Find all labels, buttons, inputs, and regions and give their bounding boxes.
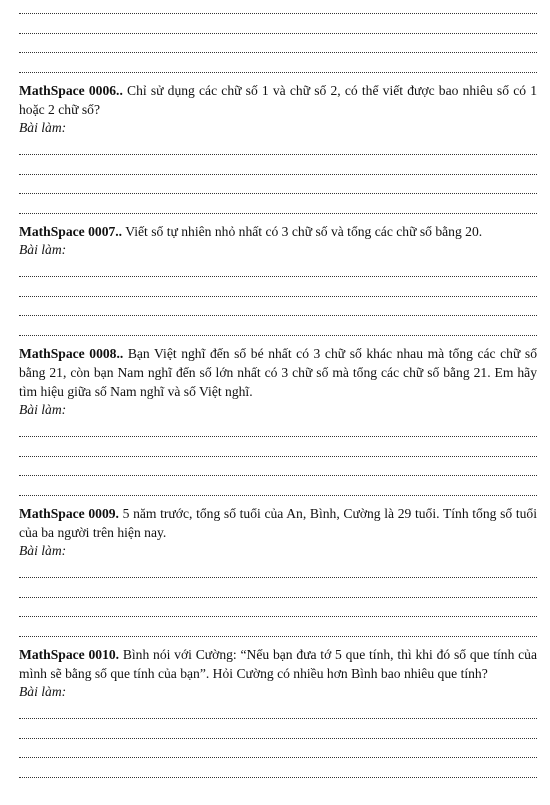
answer-line	[19, 14, 537, 34]
problem-text: Bạn Việt nghĩ đến số bé nhất có 3 chữ số khác nhau mà tổng các chữ số bằng 21, còn bạn Nam nghĩ đến số lớn nhất có 3 chữ số mà tổng các chữ số bằng 21. Em hãy tìm hiệu giữa số Nam nghĩ và số Việt nghĩ.	[19, 345, 537, 399]
problem-0006	[19, 81, 537, 119]
problem-text: Viết số tự nhiên nhỏ nhất có 3 chữ số và tổng các chữ số bằng 20.	[122, 223, 483, 239]
problem-0009	[19, 504, 537, 542]
top-answer-lines	[19, 0, 537, 73]
problem-0007	[19, 222, 537, 241]
problem-text: Bình nói với Cường: “Nếu bạn đưa tớ 5 que tính, thì khi đó số que tính của mình sẽ bằng số que tính của bạn”. Hỏi Cường có nhiều hơn Bình bao nhiêu que tính?	[19, 646, 538, 681]
answer-line	[19, 316, 537, 336]
answer-lines[interactable]	[19, 136, 537, 214]
problem-id: MathSpace 0009.	[19, 505, 119, 521]
answer-line	[19, 155, 537, 175]
answer-lines[interactable]	[19, 700, 537, 778]
answer-line	[19, 418, 537, 438]
answer-line	[19, 0, 537, 14]
problem-0010	[19, 645, 537, 683]
answer-line	[19, 34, 537, 54]
answer-line	[19, 437, 537, 457]
answer-lines[interactable]	[19, 559, 537, 637]
problem-id: MathSpace 0008..	[19, 345, 124, 361]
answer-line	[19, 739, 537, 759]
problem-text: 5 năm trước, tổng số tuổi của An, Bình, Cường là 29 tuổi. Tính tổng số tuổi của ba người trên hiện nay.	[19, 505, 537, 540]
problem-id: MathSpace 0007..	[19, 223, 123, 239]
answer-line	[19, 457, 537, 477]
answer-label: Bài làm:	[19, 119, 67, 135]
answer-lines[interactable]	[19, 418, 537, 496]
answer-line	[19, 277, 537, 297]
problem-0008	[19, 344, 537, 401]
answer-line	[19, 258, 537, 278]
answer-line	[19, 175, 537, 195]
answer-line	[19, 297, 537, 317]
answer-label: Bài làm:	[19, 542, 67, 558]
answer-line	[19, 559, 537, 579]
answer-line	[19, 617, 537, 637]
answer-line	[19, 53, 537, 73]
answer-line	[19, 578, 537, 598]
answer-line	[19, 194, 537, 214]
answer-label: Bài làm:	[19, 683, 67, 699]
answer-line	[19, 476, 537, 496]
problem-id: MathSpace 0006..	[19, 82, 123, 98]
worksheet-page	[19, 0, 537, 778]
answer-line	[19, 598, 537, 618]
answer-line	[19, 719, 537, 739]
answer-label: Bài làm:	[19, 401, 67, 417]
answer-line	[19, 758, 537, 778]
answer-line	[19, 136, 537, 156]
answer-lines[interactable]	[19, 258, 537, 336]
problem-id: MathSpace 0010.	[19, 646, 120, 662]
answer-line	[19, 700, 537, 720]
answer-label: Bài làm:	[19, 241, 67, 257]
problem-text: Chỉ sử dụng các chữ số 1 và chữ số 2, có thể viết được bao nhiêu số có 1 hoặc 2 chữ số?	[19, 82, 537, 117]
